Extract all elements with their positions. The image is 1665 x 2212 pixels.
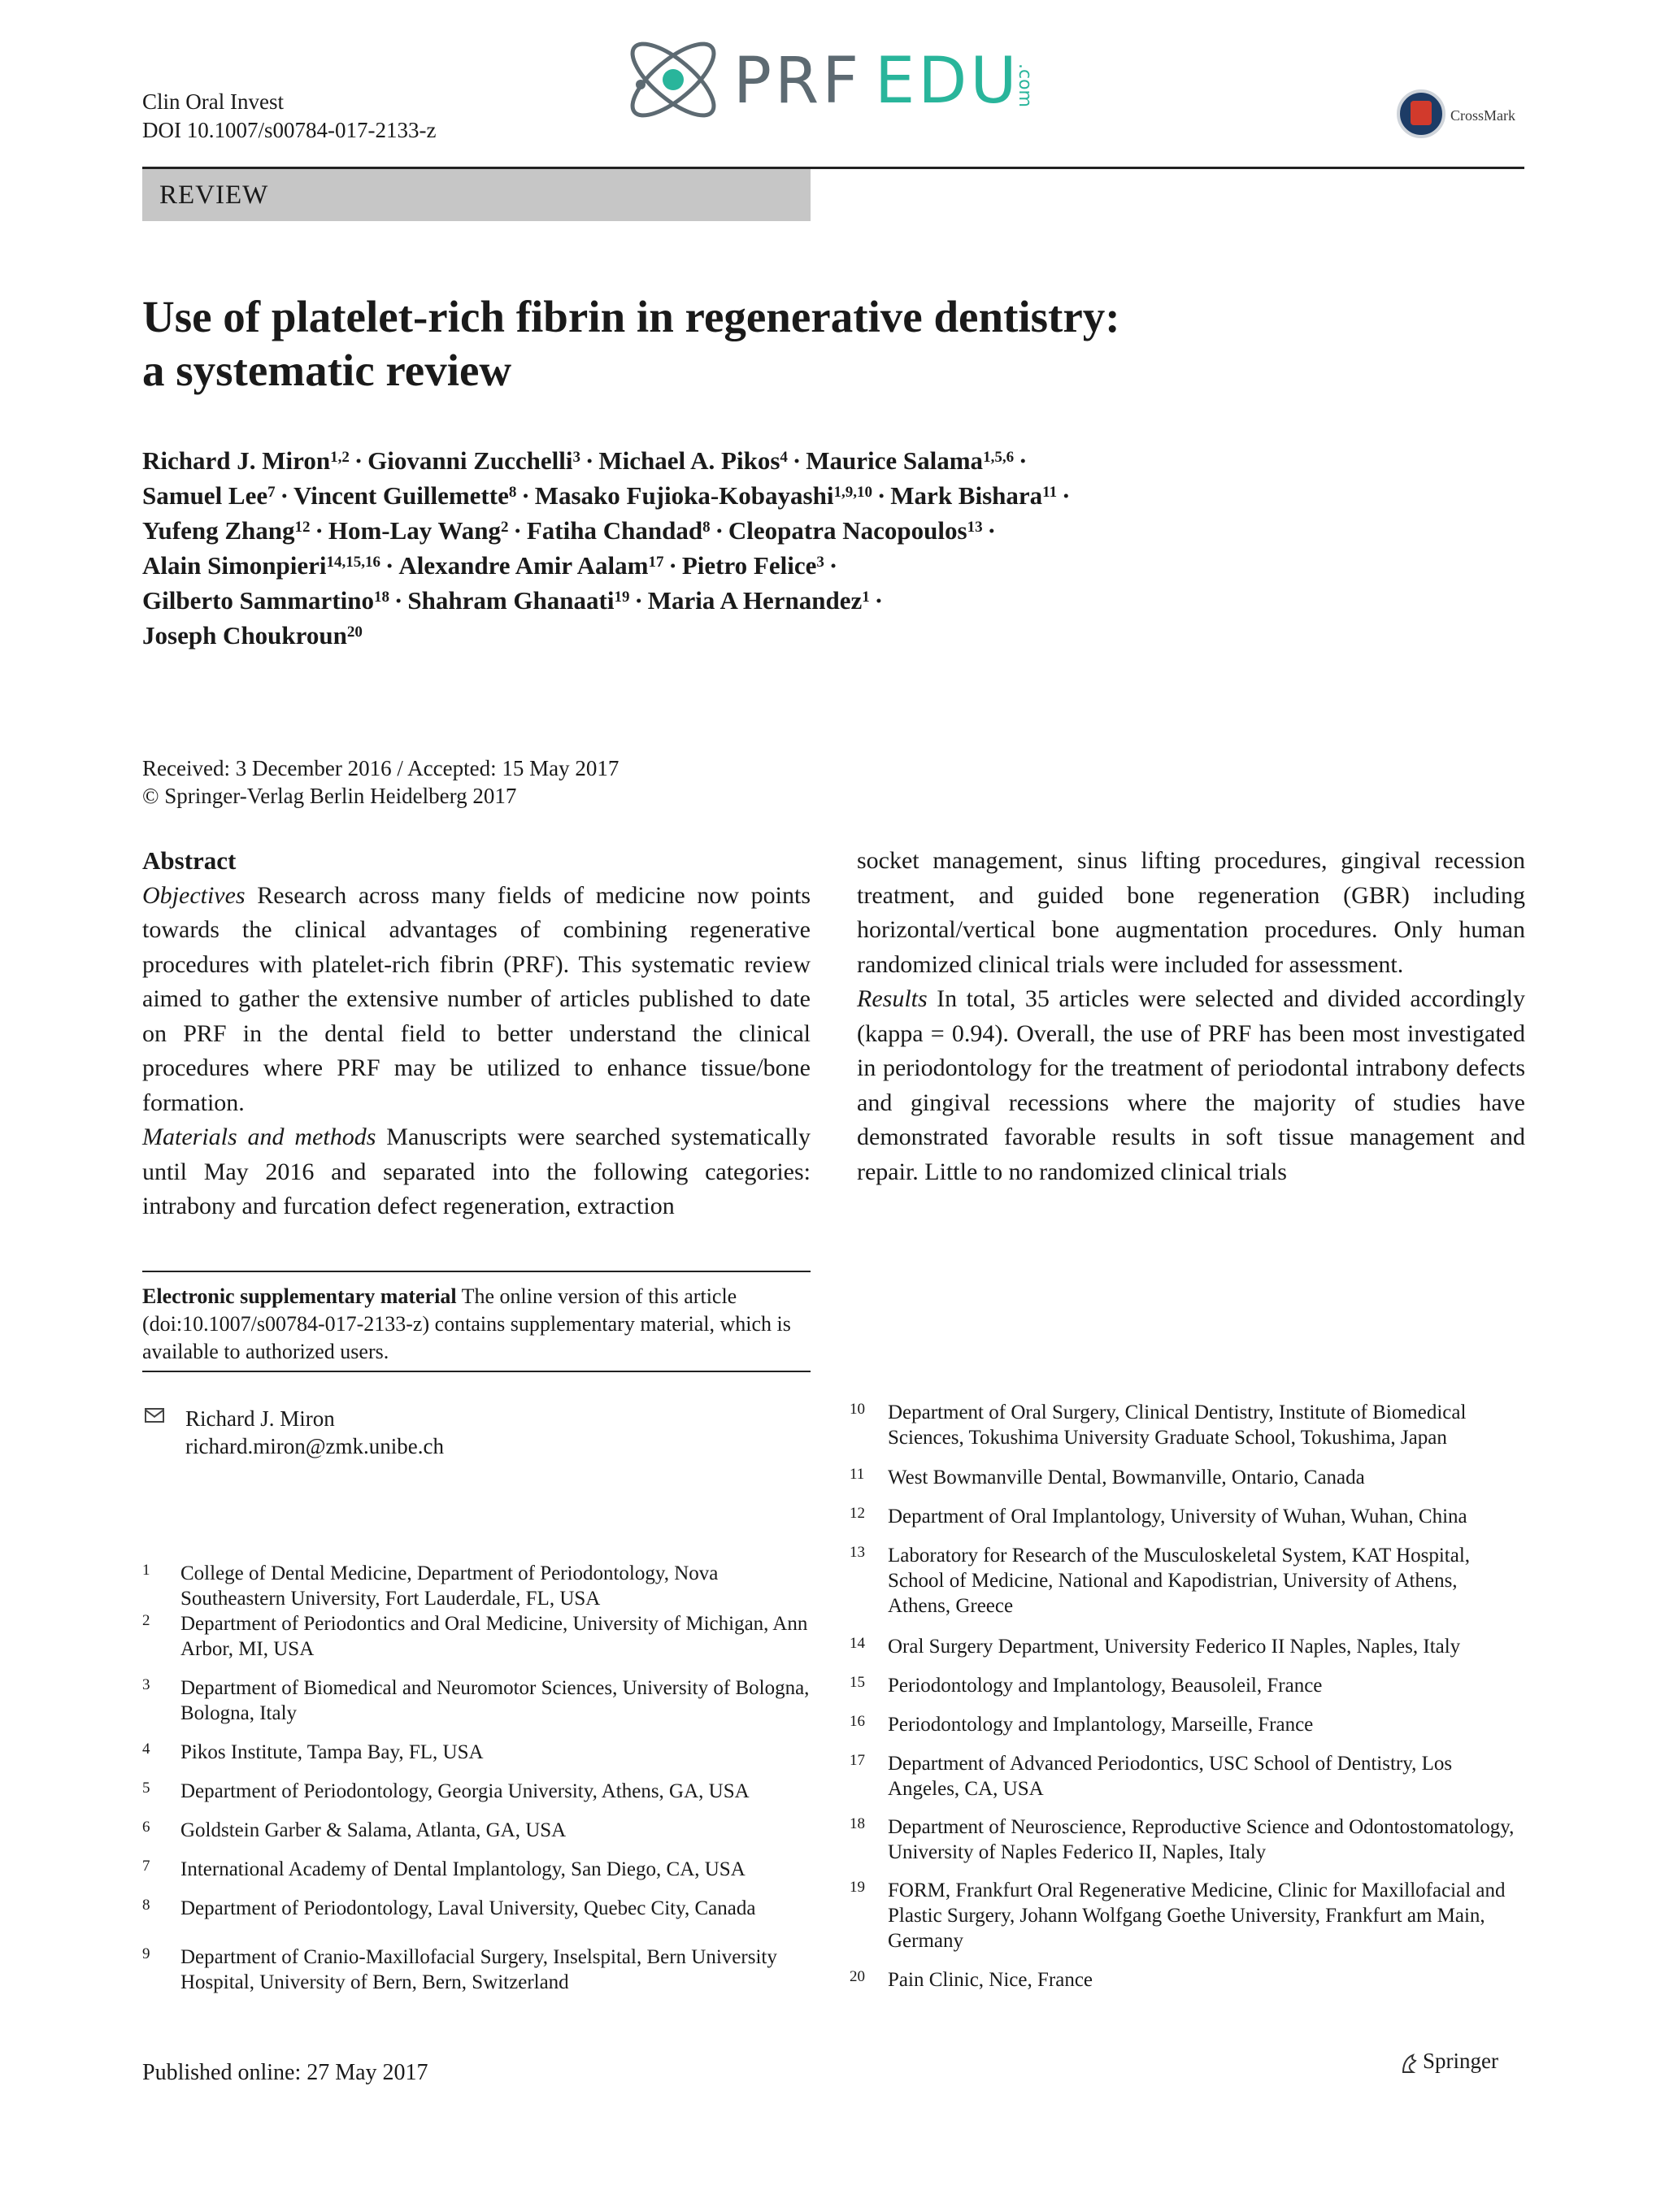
author-name: Gilberto Sammartino	[142, 586, 374, 615]
springer-horse-icon	[1400, 2053, 1418, 2074]
results-label: Results	[857, 985, 928, 1012]
affiliation-number: 15	[850, 1674, 865, 1691]
methods-text-right: socket management, sinus lifting procedures, gingival recession treatment, and guided bone regeneration (GBR) including horizontal/vertical bone augmentation procedures. Only human randomized clinical trials were included for assessment.	[857, 847, 1525, 978]
logo-text-edu: EDU	[875, 45, 1020, 118]
author-affiliation-ref: 8	[702, 519, 711, 536]
crossmark-badge[interactable]	[1397, 89, 1528, 141]
doi: DOI 10.1007/s00784-017-2133-z	[142, 118, 437, 142]
author-affiliation-ref: 3	[816, 554, 824, 571]
author-name: Maria A Hernandez	[647, 586, 863, 615]
author-separator: ·	[874, 586, 884, 615]
abstract-objectives	[142, 879, 811, 1121]
crossmark-label: CrossMark	[1450, 107, 1515, 124]
author-separator: ·	[1062, 481, 1071, 510]
affiliation-text: Department of Cranio-Maxillofacial Surgery, Inselspital, Bern University Hospital, University of Bern, Bern, Switzerland	[180, 1946, 777, 1993]
affiliation-number: 14	[850, 1635, 865, 1652]
affiliation-number: 7	[142, 1858, 150, 1875]
affiliation-text: Pikos Institute, Tampa Bay, FL, USA	[180, 1741, 484, 1763]
author-separator: ·	[876, 481, 886, 510]
abstract-heading: Abstract	[142, 846, 237, 875]
affiliation-number: 16	[850, 1713, 865, 1730]
affiliation-number: 10	[850, 1401, 865, 1418]
affiliation-text: West Bowmanville Dental, Bowmanville, Ontario, Canada	[888, 1467, 1365, 1488]
author-separator: ·	[792, 446, 802, 475]
affiliation-text: Goldstein Garber & Salama, Atlanta, GA, USA	[180, 1819, 567, 1841]
author-name: Mark Bishara	[890, 481, 1043, 510]
supplementary-text: The online version of this article (doi:10.1007/s00784-017-2133-z) contains supplementary material, which is available to authorized users.	[142, 1284, 791, 1363]
affiliation-text: Pain Clinic, Nice, France	[888, 1969, 1093, 1991]
affiliation-number: 19	[850, 1879, 865, 1896]
affiliation-number: 2	[142, 1612, 150, 1629]
affiliation-text: Department of Neuroscience, Reproductive Science and Odontostomatology, University of Naples Federico II, Naples, Italy	[888, 1816, 1515, 1863]
affiliation-number: 5	[142, 1780, 150, 1797]
author-separator: ·	[987, 516, 996, 545]
author-affiliation-ref: 17	[648, 554, 664, 571]
dates-block	[142, 754, 619, 810]
affiliation-text: Department of Periodontics and Oral Medicine, University of Michigan, Ann Arbor, MI, USA	[180, 1613, 808, 1660]
author	[728, 516, 983, 545]
affiliation-number: 17	[850, 1752, 865, 1769]
supplementary-label: Electronic supplementary material	[142, 1284, 457, 1308]
author-separator: ·	[585, 446, 594, 475]
article-title	[142, 290, 1362, 398]
affiliation-text: Department of Oral Implantology, University of Wuhan, Wuhan, China	[888, 1506, 1467, 1528]
author	[890, 481, 1057, 510]
author-affiliation-ref: 1,9,10	[833, 484, 872, 501]
author-affiliation-ref: 2	[501, 519, 509, 536]
author	[293, 481, 516, 510]
author	[142, 516, 311, 545]
author-separator: ·	[715, 516, 724, 545]
objectives-label: Objectives	[142, 881, 246, 909]
author-affiliation-ref: 12	[294, 519, 311, 536]
author	[398, 551, 663, 580]
affiliation-number: 13	[850, 1544, 865, 1561]
author-name: Alain Simonpieri	[142, 551, 327, 580]
journal-name: Clin Oral Invest	[142, 89, 284, 114]
affiliation-text: Department of Advanced Periodontics, USC School of Dentistry, Los Angeles, CA, USA	[888, 1753, 1453, 1800]
author-name: Fatiha Chandad	[526, 516, 703, 545]
affiliation-text: College of Dental Medicine, Department of Periodontology, Nova Southeastern University, Fort Lauderdale, FL, USA	[180, 1562, 719, 1610]
abstract-results	[857, 982, 1525, 1189]
affiliation-number: 1	[142, 1562, 150, 1579]
author-name: Joseph Choukroun	[142, 621, 347, 650]
author	[142, 621, 363, 650]
affiliation-text: Department of Periodontology, Georgia University, Athens, GA, USA	[180, 1780, 750, 1802]
author	[648, 586, 870, 615]
abstract-right-column	[857, 844, 1525, 1189]
affiliation-number: 20	[850, 1968, 865, 1985]
affiliation-text: Department of Oral Surgery, Clinical Dentistry, Institute of Biomedical Sciences, Tokushima University Graduate School, Tokushima, Japan	[888, 1402, 1467, 1449]
affiliation-number: 6	[142, 1819, 150, 1836]
affiliation-text: Department of Biomedical and Neuromotor Sciences, University of Bologna, Bologna, Italy	[180, 1677, 810, 1724]
affiliation-number: 18	[850, 1815, 865, 1832]
author-affiliation-ref: 1,5,6	[983, 449, 1015, 466]
author	[527, 516, 711, 545]
author-separator: ·	[315, 516, 324, 545]
affiliation-text: Periodontology and Implantology, Marseille, France	[888, 1714, 1314, 1736]
logo-text-prf: PRF	[733, 45, 863, 118]
author-affiliation-ref: 3	[572, 449, 581, 466]
corresponding-author	[185, 1405, 444, 1460]
objectives-text: Research across many fields of medicine now points towards the clinical advantages of combining regenerative procedures with platelet-rich fibrin (PRF). This systematic review aimed to gather the extensive number of articles published to date on PRF in the dental field to better understand the clinical procedures where PRF may be utilized to enhance tissue/bone formation.	[142, 881, 811, 1116]
section-band	[142, 169, 811, 221]
author-name: Maurice Salama	[806, 446, 984, 475]
affiliation-text: International Academy of Dental Implantology, San Diego, CA, USA	[180, 1858, 746, 1880]
author-separator: ·	[668, 551, 677, 580]
contact-name: Richard J. Miron	[185, 1406, 335, 1431]
envelope-icon	[145, 1408, 164, 1423]
author-affiliation-ref: 18	[374, 589, 389, 606]
author-name: Giovanni Zucchelli	[367, 446, 573, 475]
author-affiliation-ref: 8	[508, 484, 517, 501]
supplementary-rule-bottom	[142, 1371, 811, 1372]
author-separator: ·	[634, 586, 643, 615]
affiliation-text: Oral Surgery Department, University Federico II Naples, Naples, Italy	[888, 1636, 1461, 1658]
author-affiliation-ref: 7	[267, 484, 276, 501]
author-separator: ·	[385, 551, 394, 580]
author	[328, 516, 509, 545]
author-name: Richard J. Miron	[142, 446, 331, 475]
affiliation-text: Periodontology and Implantology, Beausoleil, France	[888, 1675, 1323, 1697]
published-online: Published online: 27 May 2017	[142, 2060, 428, 2085]
affiliation-number: 11	[850, 1466, 865, 1483]
author	[806, 446, 1014, 475]
affiliation-number: 3	[142, 1676, 150, 1693]
atom-icon	[622, 33, 724, 127]
author-name: Samuel Lee	[142, 481, 268, 510]
author-name: Vincent Guillemette	[293, 481, 509, 510]
title-line-1: Use of platelet-rich fibrin in regenerative dentistry:	[142, 292, 1120, 341]
affiliation-number: 4	[142, 1740, 150, 1758]
logo-text-com: .com	[1015, 63, 1035, 107]
crossmark-icon	[1397, 89, 1445, 138]
supplementary-note	[142, 1283, 811, 1366]
author-affiliation-ref: 11	[1042, 484, 1058, 501]
affiliation-text: Department of Periodontology, Laval University, Quebec City, Canada	[180, 1897, 756, 1919]
author-name: Michael A. Pikos	[598, 446, 780, 475]
author	[142, 446, 350, 475]
affiliation-number: 9	[142, 1945, 150, 1962]
prfedu-logo	[618, 15, 1041, 145]
author-name: Masako Fujioka-Kobayashi	[534, 481, 834, 510]
section-label: REVIEW	[159, 180, 269, 210]
author-affiliation-ref: 1,2	[330, 449, 350, 466]
author-list	[142, 443, 1524, 653]
copyright: © Springer-Verlag Berlin Heidelberg 2017	[142, 784, 517, 808]
affiliation-text: FORM, Frankfurt Oral Regenerative Medicine, Clinic for Maxillofacial and Plastic Surgery, Johann Wolfgang Goethe University, Frankfurt am Main, Germany	[888, 1880, 1506, 1952]
author-affiliation-ref: 20	[346, 624, 363, 641]
author	[142, 586, 389, 615]
author-name: Pietro Felice	[681, 551, 817, 580]
author-name: Yufeng Zhang	[142, 516, 295, 545]
affiliation-number: 12	[850, 1505, 865, 1522]
affiliation-number: 8	[142, 1897, 150, 1914]
author-separator: ·	[1019, 446, 1028, 475]
author-affiliation-ref: 19	[614, 589, 630, 606]
author-separator: ·	[521, 481, 530, 510]
author-affiliation-ref: 13	[967, 519, 983, 536]
author-affiliation-ref: 4	[780, 449, 788, 466]
abstract-left-column	[142, 844, 811, 1224]
author	[142, 551, 380, 580]
received-accepted: Received: 3 December 2016 / Accepted: 15 May 2017	[142, 756, 619, 780]
author-name: Cleopatra Nacopoulos	[728, 516, 967, 545]
author-separator: ·	[354, 446, 363, 475]
author	[682, 551, 824, 580]
author	[535, 481, 872, 510]
author-name: Shahram Ghanaati	[407, 586, 615, 615]
author-separator: ·	[280, 481, 289, 510]
author-affiliation-ref: 14,15,16	[326, 554, 381, 571]
author	[407, 586, 629, 615]
author	[142, 481, 276, 510]
author-affiliation-ref: 1	[862, 589, 870, 606]
journal-info	[142, 88, 436, 145]
author-separator: ·	[394, 586, 403, 615]
author-name: Hom-Lay Wang	[328, 516, 502, 545]
author	[367, 446, 580, 475]
author	[598, 446, 788, 475]
abstract-methods	[142, 1120, 811, 1224]
methods-label: Materials and methods	[142, 1123, 376, 1150]
results-text: In total, 35 articles were selected and divided accordingly (kappa = 0.94). Overall, the use of PRF has been most investigated in periodontology for the treatment of periodontal intrabony defects and gingival recessions where the majority of studies have demonstrated favorable results in soft tissue management and repair. Little to no randomized clinical trials	[857, 985, 1526, 1185]
methods-text-left: Manuscripts were searched systematically until May 2016 and separated into the following categories: intrabony and furcation defect regeneration, extraction	[142, 1123, 811, 1219]
contact-email[interactable]: richard.miron@zmk.unibe.ch	[185, 1434, 445, 1458]
title-line-2: a systematic review	[142, 345, 512, 395]
author-separator: ·	[513, 516, 522, 545]
springer-footer	[1400, 2049, 1498, 2074]
affiliation-text: Laboratory for Research of the Musculoskeletal System, KAT Hospital, School of Medicine, National and Kapodistrian, University of Athens, Athens, Greece	[888, 1545, 1471, 1617]
springer-label: Springer	[1423, 2049, 1498, 2073]
supplementary-rule-top	[142, 1271, 811, 1272]
author-name: Alexandre Amir Aalam	[398, 551, 649, 580]
author-separator: ·	[828, 551, 838, 580]
